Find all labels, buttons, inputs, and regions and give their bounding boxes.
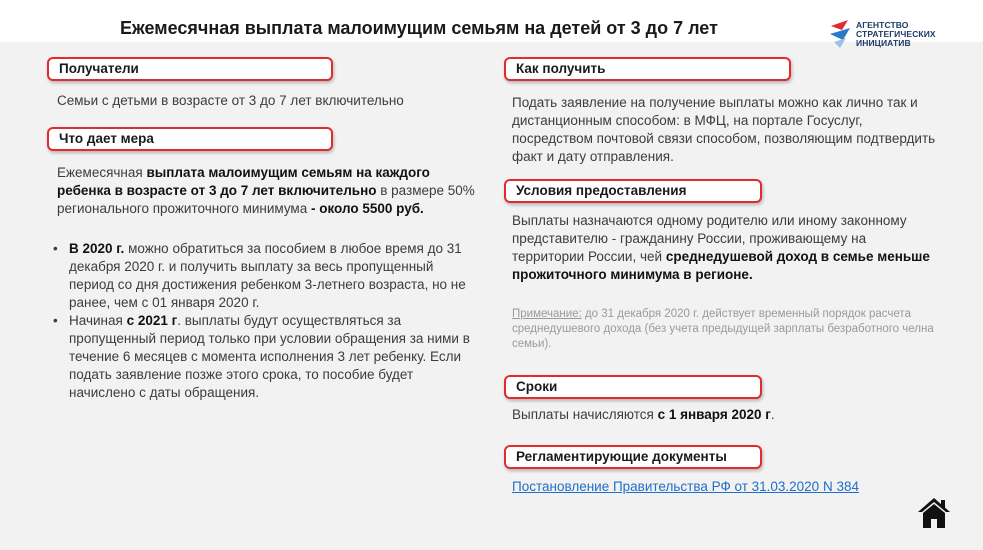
logo-text-line1: АГЕНТСТВО — [856, 20, 909, 30]
conditions-note: Примечание: до 31 декабря 2020 г. действует временный порядок расчета среднедушевого дохода (без учета предыдущей зарплаты безработного челна семьи). — [512, 308, 934, 350]
conditions-text: Выплаты назначаются одному родителю или иному законному представителю - гражданину России, проживающему на территории России, чей среднедушевой доход в семье меньше прожиточного минимума в регионе. — [512, 213, 930, 282]
conditions-heading: Условия предоставления — [504, 179, 762, 203]
logo-text-line2: СТРАТЕГИЧЕСКИХ — [856, 29, 936, 39]
page-title: Ежемесячная выплата малоимущим семьям на детей от 3 до 7 лет — [120, 18, 718, 38]
recipients-heading: Получатели — [47, 57, 333, 81]
how-text: Подать заявление на получение выплаты можно как лично так и дистанционным способом: в МФЦ, на портале Госуслуг, посредством почтовой связи способом, позволяющим подтвердить факт и дату отправления. — [512, 95, 936, 164]
measure-bullet-list — [53, 240, 473, 402]
regulation-document-link[interactable]: Постановление Правительства РФ от 31.03.2020 N 384 — [512, 479, 859, 494]
recipients-text: Семьи с детьми в возрасте от 3 до 7 лет включительно — [57, 93, 404, 108]
list-item: • Начиная с 2021 г. выплаты будут осуществляться за пропущенный период только при условии обращения за ними в течение 6 месяцев с момента исполнения 3 лет ребенку. Если подать заявление позже этого срока, то пособие будет начислено с даты обращения. — [53, 312, 473, 402]
list-item: • В 2020 г. можно обратиться за пособием в любое время до 31 декабря 2020 г. и получить выплату за весь пропущенный период со дня достижения ребенком 3-летнего возраста, но не ранее, чем с 01 января 2020 г. — [53, 240, 473, 312]
logo-text-line3: ИНИЦИАТИВ — [856, 38, 911, 48]
how-heading: Как получить — [504, 57, 791, 81]
measure-heading: Что дает мера — [47, 127, 333, 151]
agency-logo — [828, 18, 948, 58]
measure-text: Ежемесячная выплата малоимущим семьям на каждого ребенка в возрасте от 3 до 7 лет включительно в размере 50% регионального прожиточного минимума - около 5500 руб. — [57, 165, 475, 216]
agency-logo-icon — [828, 18, 856, 52]
documents-heading: Регламентирующие документы — [504, 445, 762, 469]
home-icon[interactable] — [916, 496, 952, 530]
terms-heading: Сроки — [504, 375, 762, 399]
terms-text: Выплаты начисляются с 1 января 2020 г. — [512, 407, 775, 422]
